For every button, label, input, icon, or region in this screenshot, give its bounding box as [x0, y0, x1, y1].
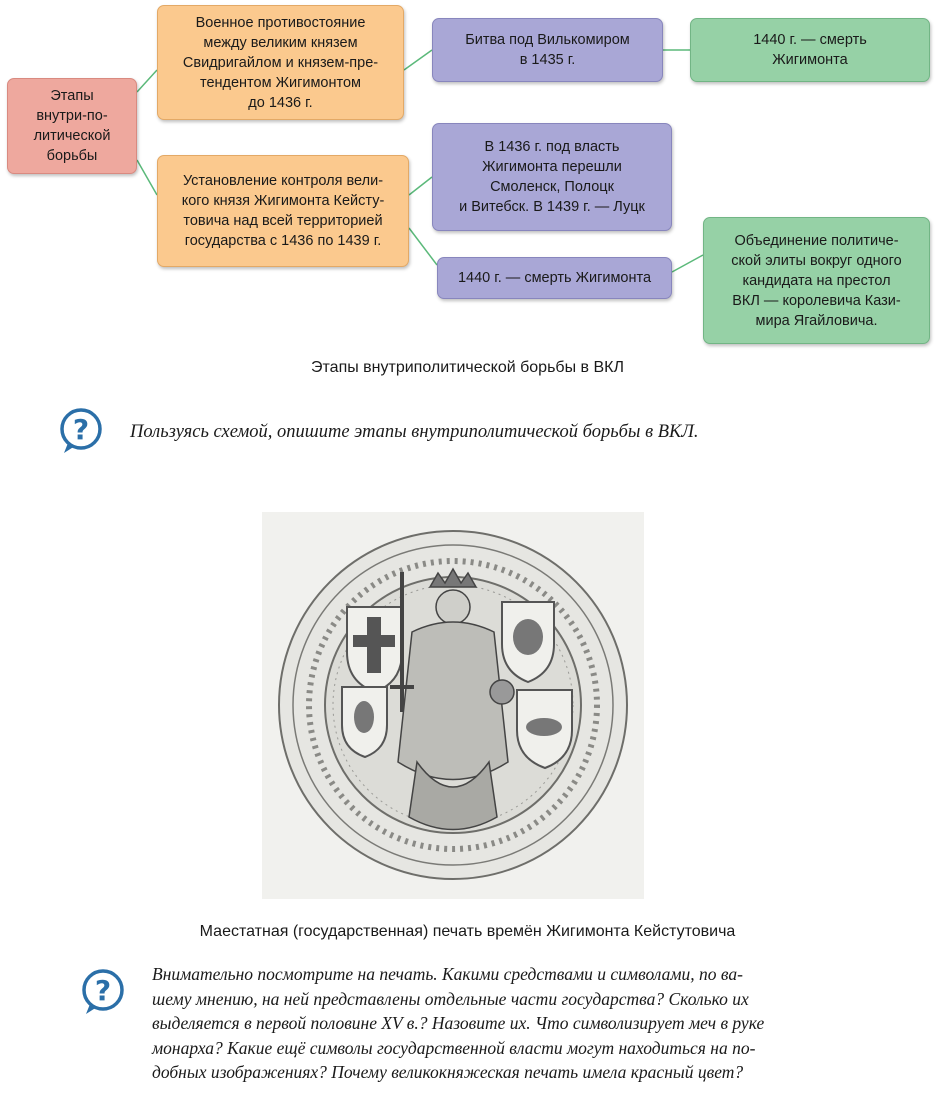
connector-root-stage2 [137, 160, 157, 195]
battle-box: Битва под Вилькомиром в 1435 г. [432, 18, 663, 82]
root-box: Этапы внутри-по- литической борьбы [7, 78, 137, 174]
connector-stage1-battle [404, 50, 432, 70]
connector-stage2-territory [409, 177, 432, 195]
diagram-caption: Этапы внутриполитической борьбы в ВКЛ [311, 359, 624, 376]
seal-caption: Маестатная (государственная) печать времён Жигимонта Кейстутовича [199, 923, 736, 940]
question-1-text: Пользуясь схемой, опишите этапы внутриполитической борьбы в ВКЛ. [130, 422, 699, 442]
connector-death-unity [672, 255, 703, 272]
connector-root-stage1 [137, 70, 157, 92]
stage2-box: Установление контроля вели- кого князя Жигимонта Кейсту- товича над всей территорией государства с 1436 по 1439 г. [157, 155, 409, 267]
unity-box: Объединение политиче- ской элиты вокруг одного кандидата на престол ВКЛ — королевича Кази- мира Ягайловича. [703, 217, 930, 344]
question-mark-icon [80, 968, 126, 1016]
connector-stage2-death [409, 228, 437, 265]
stage1-box: Военное противостояние между великим князем Свидригайлом и князем-пре- тендентом Жигимонтом до 1436 г. [157, 5, 404, 120]
death-box-top: 1440 г. — смерть Жигимонта [690, 18, 930, 82]
question-2-text: Внимательно посмотрите на печать. Какими средствами и символами, по ва- шему мнению, на ней представлены отдельные части государства? Сколько их выделяется в первой половине XV в.? Назовите их. Что символизирует меч в руке монарха? Какие ещё символы государственной власти могут находиться на по- добных изображениях? Почему великокняжеская печать имела красный цвет? [152, 964, 765, 1082]
seal-image [262, 512, 644, 899]
death-box-bottom: 1440 г. — смерть Жигимонта [437, 257, 672, 299]
svg-text:?: ? [94, 974, 112, 1007]
question-mark-icon [58, 407, 104, 455]
territory-box: В 1436 г. под власть Жигимонта перешли Смоленск, Полоцк и Витебск. В 1439 г. — Луцк [432, 123, 672, 231]
svg-text:?: ? [72, 413, 90, 446]
